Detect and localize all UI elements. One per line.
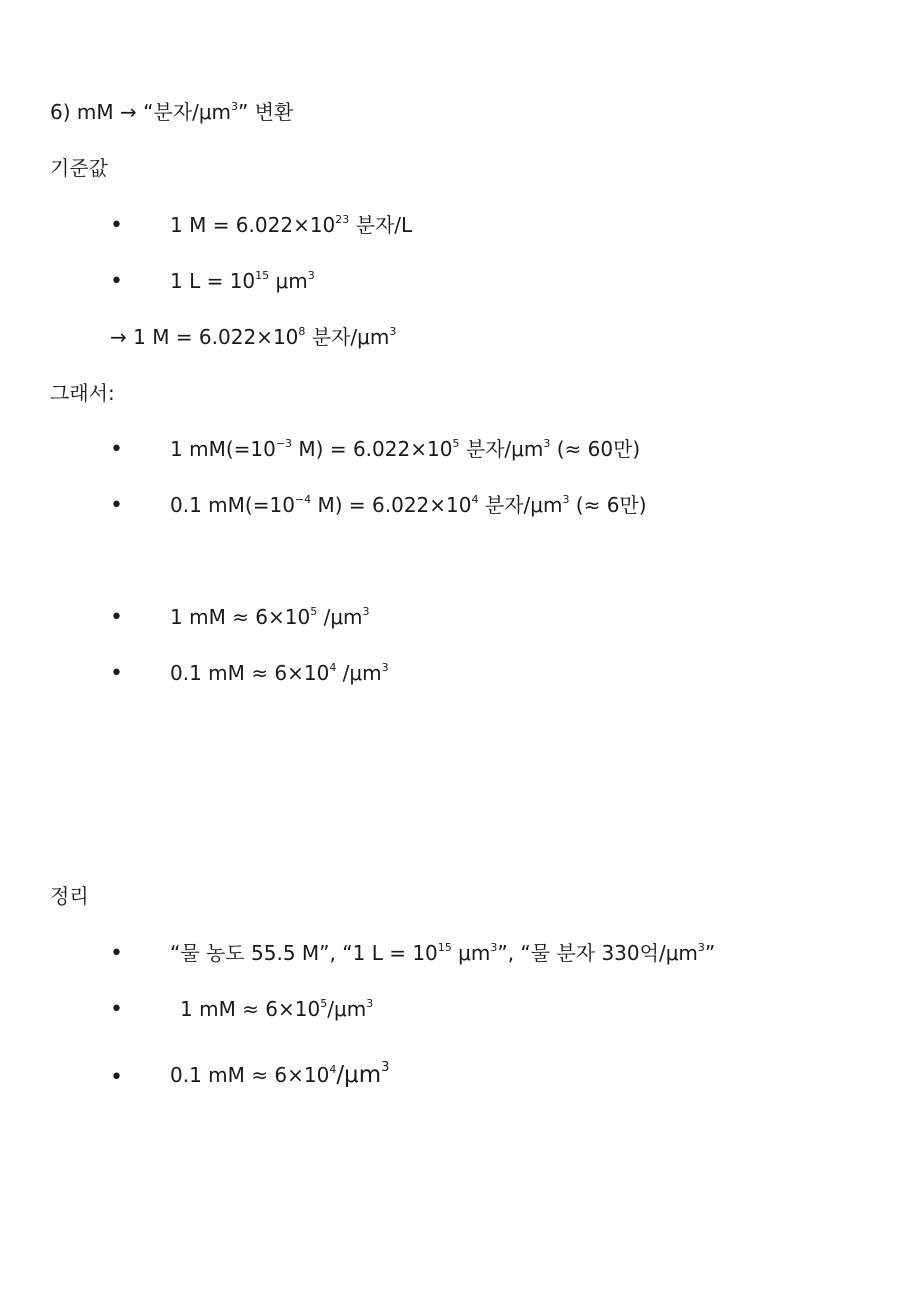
bullet: • [110,213,123,238]
bullet: • [110,1065,123,1090]
list-item: 1 $mM(=10^{-3}$ $M) = 6.022\times 10^5$ 분자$/\mu m^3$ (≈ 60만) [170,437,641,461]
list-item: 1 mM ≈ $6\times 10^5/\mu m^3$ [180,997,374,1021]
list-item: 1 $L = 10^{15}$ $\mu m^3$ [170,269,315,293]
subheading-therefore: 그래서: [50,381,115,405]
bullet: • [110,605,123,630]
list-item: 1 mM ≈ $6\times 10^5$ $/\mu m^3$ [170,605,370,629]
bullet: • [110,437,123,462]
list-item: 0.1 $mM(=10^{-4}$ $M) = 6.022\times 10^4$ 분자$/\mu m^3$ (≈ 6만) [170,493,647,517]
subheading-summary: 정리 [50,884,89,908]
bullet: • [110,941,123,966]
list-item: 0.1 mM ≈ $6\times 10^4/\mu m^3$ [170,1060,390,1088]
list-item: 0.1 mM ≈ $6\times 10^4$ $/\mu m^3$ [170,661,389,685]
bullet: • [110,997,123,1022]
bullet: • [110,661,123,686]
list-item: 1 $M = 6.022\times 10^{23}$ 분자/L [170,213,413,237]
subheading-reference-values: 기준값 [50,156,108,180]
bullet: • [110,269,123,294]
bullet: • [110,493,123,518]
list-item: “물 농도 55.5 M”, “1 $L = 10^{15}$ $\mu m^3$”, “물 분자 330억$/\mu m^3$” [170,941,716,965]
result-line: → 1 $M = 6.022\times 10^8$ 분자$/\mu m^3$ [110,325,397,349]
section-heading-conversion: 6) mM → “분자$/\mu m^3$” 변환 [50,100,294,124]
